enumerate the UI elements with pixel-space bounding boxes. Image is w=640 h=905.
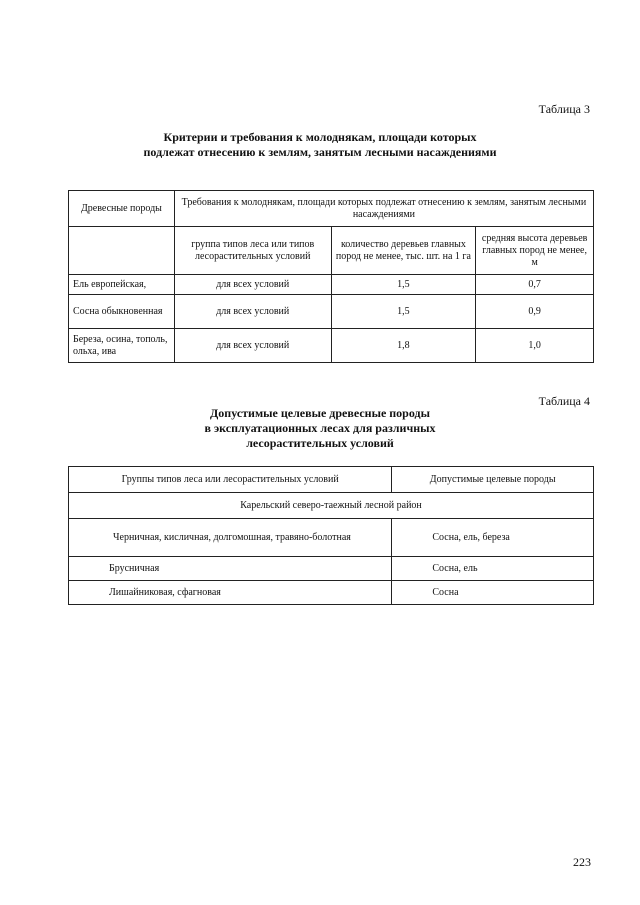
table3-height: 0,7 <box>476 275 594 295</box>
table4-head-species: Допустимые целевые породы <box>392 467 594 493</box>
table4-head-groups: Группы типов леса или лесорастительных условий <box>69 467 392 493</box>
table3-title <box>0 130 640 160</box>
table3-count: 1,5 <box>331 295 476 329</box>
table3-subhead: средняя высота деревьев главных пород не менее, м <box>476 227 594 275</box>
table4-group: Брусничная <box>69 557 392 581</box>
table3-species: Сосна обыкновенная <box>69 295 175 329</box>
table3-conditions: для всех условий <box>174 275 331 295</box>
table4-label: Таблица 4 <box>538 394 590 408</box>
table4-species: Сосна <box>392 581 594 605</box>
table4 <box>68 466 594 605</box>
table4-title-line: в эксплуатационных лесах для различных <box>204 421 436 435</box>
table3-conditions: для всех условий <box>174 329 331 363</box>
table3-conditions: для всех условий <box>174 295 331 329</box>
table-row <box>69 581 594 605</box>
table3-subhead: группа типов леса или типов лесорастительных условий <box>174 227 331 275</box>
table3-count: 1,5 <box>331 275 476 295</box>
table-row <box>69 519 594 557</box>
table3-height: 1,0 <box>476 329 594 363</box>
table3-count: 1,8 <box>331 329 476 363</box>
table3-label: Таблица 3 <box>538 102 590 116</box>
table3 <box>68 190 594 363</box>
table4-region: Карельский северо-таежный лесной район <box>69 493 594 519</box>
table4-species: Сосна, ель <box>392 557 594 581</box>
table3-head-species: Древесные породы <box>69 191 175 227</box>
table4-species: Сосна, ель, береза <box>392 519 594 557</box>
table-row <box>69 295 594 329</box>
table4-group: Лишайниковая, сфагновая <box>69 581 392 605</box>
table-row <box>69 329 594 363</box>
table3-subhead: количество деревьев главных пород не менее, тыс. шт. на 1 га <box>331 227 476 275</box>
table3-title-line: Критерии и требования к молоднякам, площади которых <box>163 130 477 144</box>
table3-species: Береза, осина, тополь, ольха, ива <box>69 329 175 363</box>
table3-height: 0,9 <box>476 295 594 329</box>
table3-head-empty <box>69 227 175 275</box>
table4-title-line: Допустимые целевые древесные породы <box>210 406 430 420</box>
table3-head-requirements: Требования к молоднякам, площади которых подлежат отнесению к землям, занятым лесными насаждениями <box>174 191 593 227</box>
table4-title <box>0 406 640 451</box>
table-row <box>69 557 594 581</box>
table3-title-line: подлежат отнесению к землям, занятым лесными насаждениями <box>143 145 497 159</box>
table3-species: Ель европейская, <box>69 275 175 295</box>
table4-title-line: лесорастительных условий <box>246 436 394 450</box>
table4-group: Черничная, кисличная, долгомошная, травяно-болотная <box>69 519 392 557</box>
table-row <box>69 275 594 295</box>
page-number: 223 <box>573 855 591 869</box>
